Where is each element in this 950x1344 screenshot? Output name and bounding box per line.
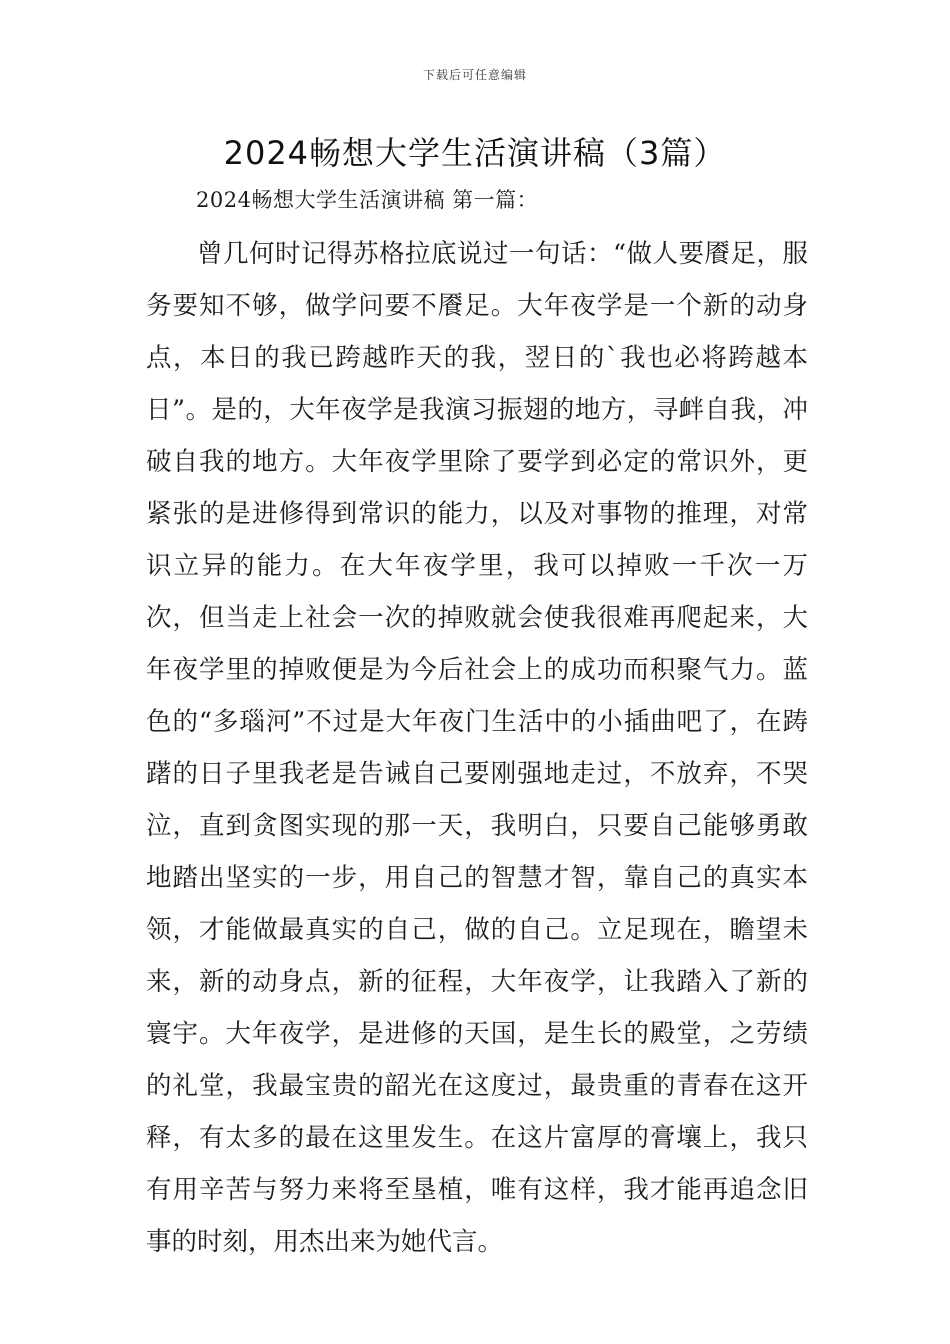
body-paragraph: 曾几何时记得苏格拉底说过一句话：“做人要餍足，服务要知不够，做学问要不餍足。大年夜学是一个新的动身点，本日的我已跨越昨天的我，翌日的`我也必将跨越本日”。是的，大年夜学是我演习振翅的地方，寻衅自我，冲破自我的地方。大年夜学里除了要学到必定的常识外，更紧张的是进修得到常识的能力，以及对事物的推理，对常识立异的能力。在大年夜学里，我可以掉败一千次一万次，但当走上社会一次的掉败就会使我很难再爬起来，大年夜学里的掉败便是为今后社会上的成功而积聚气力。蓝色的“多瑙河”不过是大年夜门生活中的小插曲吧了，在踌躇的日子里我老是告诫自己要刚强地走过，不放弃，不哭泣，直到贪图实现的那一天，我明白，只要自己能够勇敢地踏出坚实的一步，用自己的智慧才智，靠自己的真实本领，才能做最真实的自己，做的自己。立足现在，瞻望未来，新的动身点，新的征程，大年夜学，让我踏入了新的寰宇。大年夜学，是进修的天国，是生长的殿堂，之劳绩的礼堂，我最宝贵的韶光在这度过，最贵重的青春在这开释，有太多的最在这里发生。在这片富厚的膏壤上，我只有用辛苦与努力来将至垦植，唯有这样，我才能再追念旧事的时刻，用杰出来为她代言。 [146,239,808,1257]
header-note: 下载后可任意编辑 [422,68,527,82]
document-title: 2024畅想大学生活演讲稿（3篇） [223,134,727,172]
section-heading: 2024畅想大学生活演讲稿 第一篇： [196,188,539,212]
